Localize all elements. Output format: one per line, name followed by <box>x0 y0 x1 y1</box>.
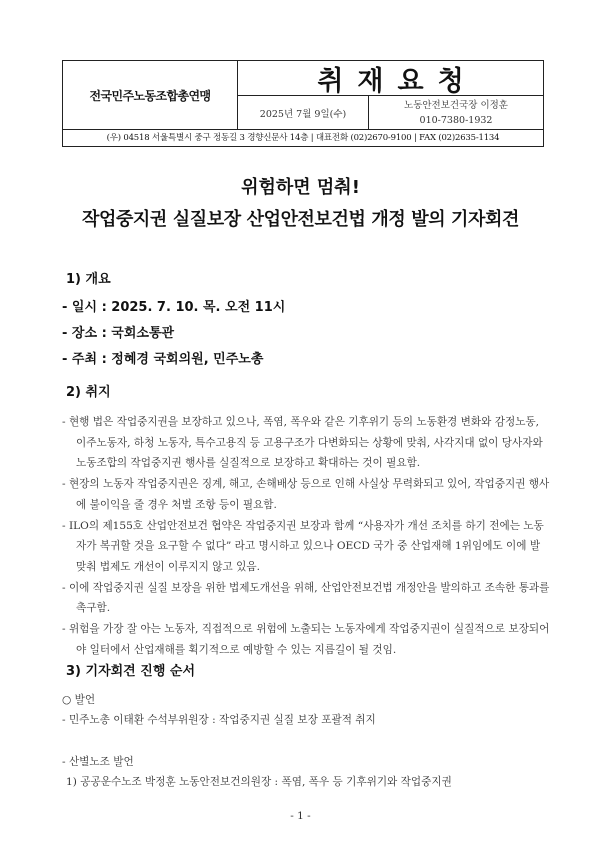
org-name: 전국민주노동조합총연맹 <box>89 88 211 103</box>
headline-line1: 위험하면 멈춰! <box>241 177 360 198</box>
info-datetime: - 일시 : 2025. 7. 10. 목. 오전 11시 <box>62 300 286 315</box>
info-host: - 주최 : 정혜경 국회의원, 민주노총 <box>62 352 264 367</box>
section1-heading: 1) 개요 <box>66 272 111 287</box>
contact-phone: 010-7380-1932 <box>419 115 493 126</box>
page-number: - 1 - <box>290 810 311 822</box>
purpose-item: - 이에 작업중지권 실질 보장을 위한 법제도개선을 위해, 산업안전보건법 개정안을 발의하고 조속한 통과를 촉구함. <box>62 581 550 615</box>
info-location: - 장소 : 국회소통관 <box>62 326 175 341</box>
purpose-item: - 위험을 가장 잘 아는 노동자, 직접적으로 위험에 노출되는 노동자에게 작업중지권이 실질적으로 보장되어야 일터에서 산업재해를 획기적으로 예방할 수 있는 지름길이 될 것임. <box>62 623 550 656</box>
purpose-item: - 현장의 노동자 작업중지권은 징계, 해고, 손해배상 등으로 인해 사실상 무력화되고 있어, 작업중지권 행사에 불이익을 줄 경우 처벌 조항 등이 필요함. <box>62 478 550 511</box>
contact-name: 노동안전보건국장 이정훈 <box>404 100 508 111</box>
union-speech-item: 1) 공공운수노조 박정훈 노동안전보건의원장 : 폭염, 폭우 등 기후위기와 작업중지권 <box>66 776 452 788</box>
title-box <box>238 61 543 96</box>
speech-subheading: ○ 발언 <box>62 694 96 706</box>
purpose-item: - 현행 법은 작업중지권을 보장하고 있으나, 폭염, 폭우와 같은 기후위기 등의 노동환경 변화와 감정노동, 이주노동자, 하청 노동자, 특수고용직 등 고용구조가 다변화되는 상황에 맞춰, 사각지대 없이 당사자와 노동조합의 작업중지권 행사를 실질적으로 보장하고 확대하는 것이 필요함. <box>62 416 543 470</box>
org-box <box>63 61 238 129</box>
address-bar: (우) 04518 서울특별시 중구 정동길 3 경향신문사 14층 | 대표전화 (02)2670-9100 | FAX (02)2635-1134 <box>62 128 544 147</box>
section3-heading: 3) 기자회견 진행 순서 <box>66 664 196 679</box>
section2-heading: 2) 취지 <box>66 385 111 400</box>
speech-item: - 민주노총 이태환 수석부위원장 : 작업중지권 실질 보장 포괄적 취지 <box>62 714 376 726</box>
headline-line2: 작업중지권 실질보장 산업안전보건법 개정 발의 기자회견 <box>81 209 520 230</box>
issue-date: 2025년 7월 9일(수) <box>238 96 369 129</box>
letterhead <box>62 60 544 130</box>
document-title: 취재요청 <box>317 65 478 97</box>
contact-box <box>369 96 543 131</box>
purpose-list <box>62 412 550 660</box>
purpose-item: - ILO의 제155호 산업안전보건 협약은 작업중지권 보장과 함께 “사용자가 개선 조치를 하기 전에는 노동자가 복귀할 것을 요구할 수 없다” 라고 명시하고 있으나 OECD 국가 중 산업재해 1위임에도 이에 발맞춰 법제도 개선이 이루지지 않고 있음. <box>62 519 544 573</box>
union-speech-subheading: - 산별노조 발언 <box>62 756 134 768</box>
